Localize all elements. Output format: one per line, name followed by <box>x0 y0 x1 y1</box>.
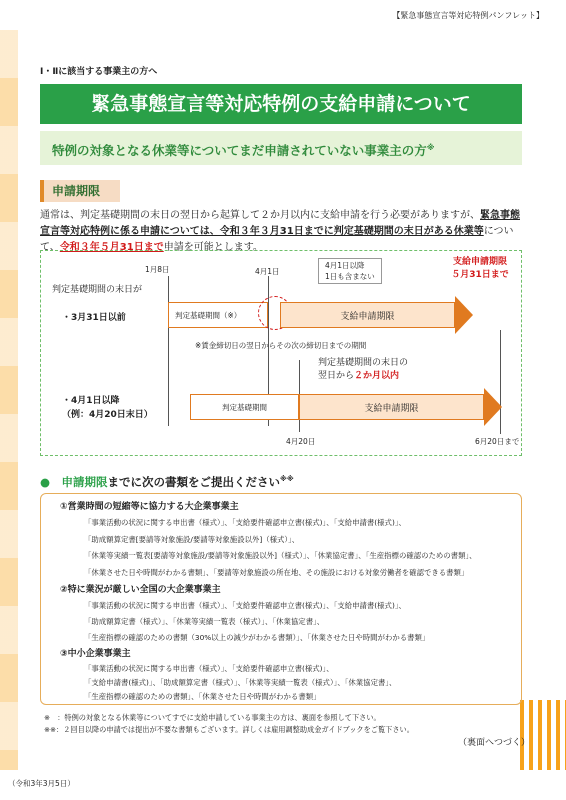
mid-note <box>318 357 408 383</box>
group1-list <box>84 515 477 581</box>
mid-note3: ２か月以内 <box>354 371 400 381</box>
group2-line: 「生産指標の確認のための書類（30%以上の減少がわかる書類）」、「休業させた日や時間がわかる書類」 <box>84 633 430 642</box>
body-p2: 緊急事態宣言等対応特例に係る申請については、令和３年３月31日までに判定基礎期間の末日がある休業等 <box>40 210 520 237</box>
body-p4: 令和３年５月31日まで <box>59 242 164 253</box>
docs-heading <box>40 474 294 490</box>
decorative-side-band <box>0 30 18 770</box>
group2-title: ②特に業況が厳しい全国の大企業事業主 <box>60 585 221 595</box>
group2-line: 「助成額算定書（様式）」、「休業等実績一覧表（様式）」、「休業協定書」、 <box>84 617 325 626</box>
group2-line: 「事業活動の状況に関する申出書（様式）」、「支給要件確認申立書(様式)」、「支給申請書(様式)」、 <box>84 601 406 610</box>
header-note: 【緊急事態宣言等対応特例パンフレット】 <box>392 11 544 20</box>
case2-example: （例：4月20日末日） <box>62 410 153 420</box>
subtitle-mark: ※ <box>426 143 435 152</box>
body-paragraph <box>40 208 520 256</box>
docs-rest: までに次の書類をご提出ください <box>107 475 281 489</box>
case1-label: ・3月31日以前 <box>62 313 126 323</box>
group1-line: 「事業活動の状況に関する申出書（様式）」、「支給要件確認申立書(様式)」、「支給申請書(様式)」、 <box>84 518 406 527</box>
case2-arrowhead <box>484 388 502 426</box>
section-label: Ⅰ・Ⅱに該当する事業主の方へ <box>40 67 158 77</box>
body-p3: について、 <box>40 226 514 253</box>
group3-line: 「生産指標の確認のための書類」、「休業させた日や時間がわかる書類」 <box>84 692 321 701</box>
deadline-label: 支給申請期限 <box>452 257 507 267</box>
footnote: ※ ：特例の対象となる休業等についてすでに支給申請している事業主の方は、裏面を参照して下さい。 <box>44 713 381 722</box>
case1-note: ※賃金締切日の翌日からその次の締切日までの期間 <box>195 341 367 350</box>
case1-apply-bar <box>280 302 455 328</box>
body-p1: 通常は、判定基礎期間の末日の翌日から起算して２か月以内に支給申請を行う必要がありますが、 <box>40 210 480 221</box>
case2-period-bar <box>190 394 299 420</box>
case1-arrowhead <box>455 296 473 334</box>
date-apr20: 4月20日 <box>286 437 316 446</box>
bullet-dot-icon: ● <box>40 475 62 489</box>
date-jun20: 6月20日まで <box>475 437 520 446</box>
period-tag: 申請期限 <box>40 180 120 202</box>
case2-apply-label: 支給申請期限 <box>364 404 419 414</box>
case1-period-label: 判定基礎期間（※） <box>175 311 242 320</box>
page-title: 緊急事態宣言等対応特例の支給申請について <box>40 84 522 124</box>
mid-note2: 翌日から <box>318 371 355 381</box>
group3-title: ③中小企業事業主 <box>60 649 131 659</box>
continue-note: （裏面へつづく） <box>458 738 531 748</box>
group1-line: 「助成額算定書[要請等対象施設/要請等対象施設以外]（様式）」、 <box>84 534 300 544</box>
deadline-box <box>440 256 520 282</box>
footnote: ※※：２回目以降の申請では提出が不要な書類もございます。詳しくは雇用調整助成金ガイドブックをご覧下さい。 <box>44 725 414 734</box>
footnotes <box>44 712 414 736</box>
mid-note1: 判定基礎期間の末日の <box>318 358 409 368</box>
date-footer: （令和3年3月5日） <box>8 779 75 788</box>
date-apr1: 4月1日 <box>255 267 280 276</box>
case1-apply-label: 支給申請期限 <box>340 312 395 322</box>
group2-list <box>84 598 429 646</box>
body-p5: 申請を可能とします。 <box>163 242 263 253</box>
case2-label <box>62 394 153 422</box>
group1-title: ①営業時間の短縮等に協力する大企業事業主 <box>60 502 239 512</box>
case1-period-bar <box>168 302 268 328</box>
row-caption: 判定基礎期間の末日が <box>52 285 143 295</box>
docs-mark: ※※ <box>280 475 294 484</box>
case2-text: ・4月1日以降 <box>62 396 120 406</box>
group3-list <box>84 662 396 704</box>
case2-period-label: 判定基礎期間 <box>222 403 267 412</box>
group1-line: 「休業等実績一覧表[要請等対象施設/要請等対象施設以外]（様式）」、「休業協定書」、「生産指標の確認のための書類」、 <box>84 551 477 560</box>
docs-accent: 申請期限 <box>61 475 108 489</box>
subtitle-text: 特例の対象となる休業等についてまだ申請されていない事業主の方 <box>52 143 427 159</box>
subtitle-box <box>40 131 522 165</box>
date-jan8: 1月8日 <box>145 265 170 274</box>
group3-line: 「事業活動の状況に関する申出書（様式）」、「支給要件確認申立書(様式)」、 <box>84 664 334 673</box>
note-apr1: 4月1日以降 1日も含まない <box>318 258 382 284</box>
case2-apply-bar <box>299 394 484 420</box>
group1-line: 「休業させた日や時間がわかる書類」、「要請等対象施設の所在地、その施設における対象労働者を確認できる書類」 <box>84 567 469 577</box>
deadline-date: ５月31日まで <box>451 270 509 280</box>
group3-line: 「支給申請書(様式)」、「助成額算定書（様式）」、「休業等実績一覧表（様式）」、「休業協定書」、 <box>84 678 397 687</box>
guide-jan8 <box>168 276 169 426</box>
